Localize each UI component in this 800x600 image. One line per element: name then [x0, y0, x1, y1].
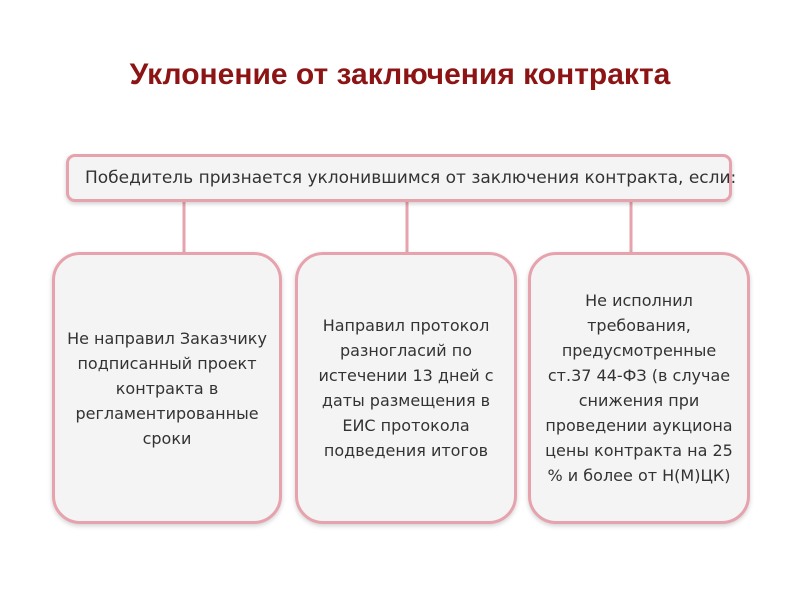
condition-header-box — [66, 154, 737, 202]
condition-card-1-text: Не направил Заказчику подписанный проект контракта в регламентированные сроки — [67, 328, 267, 448]
condition-card-3-text: Не исполнил требования, предусмотренные ст.37 44-ФЗ (в случае снижения при проведении аукциона цены контракта на 25 % и более от Н(М)ЦК) — [545, 291, 733, 485]
condition-card-2-text: Направил протокол разногласий по истечении 13 дней с даты размещения в ЕИС протокола подведения итогов — [318, 316, 494, 460]
condition-header-text: Победитель признается уклонившимся от заключения контракта, если: — [85, 168, 737, 188]
condition-card-2 — [295, 252, 517, 524]
condition-card-1 — [52, 252, 282, 524]
page-title: Уклонение от заключения контракта — [129, 58, 671, 91]
condition-card-3 — [528, 252, 750, 524]
